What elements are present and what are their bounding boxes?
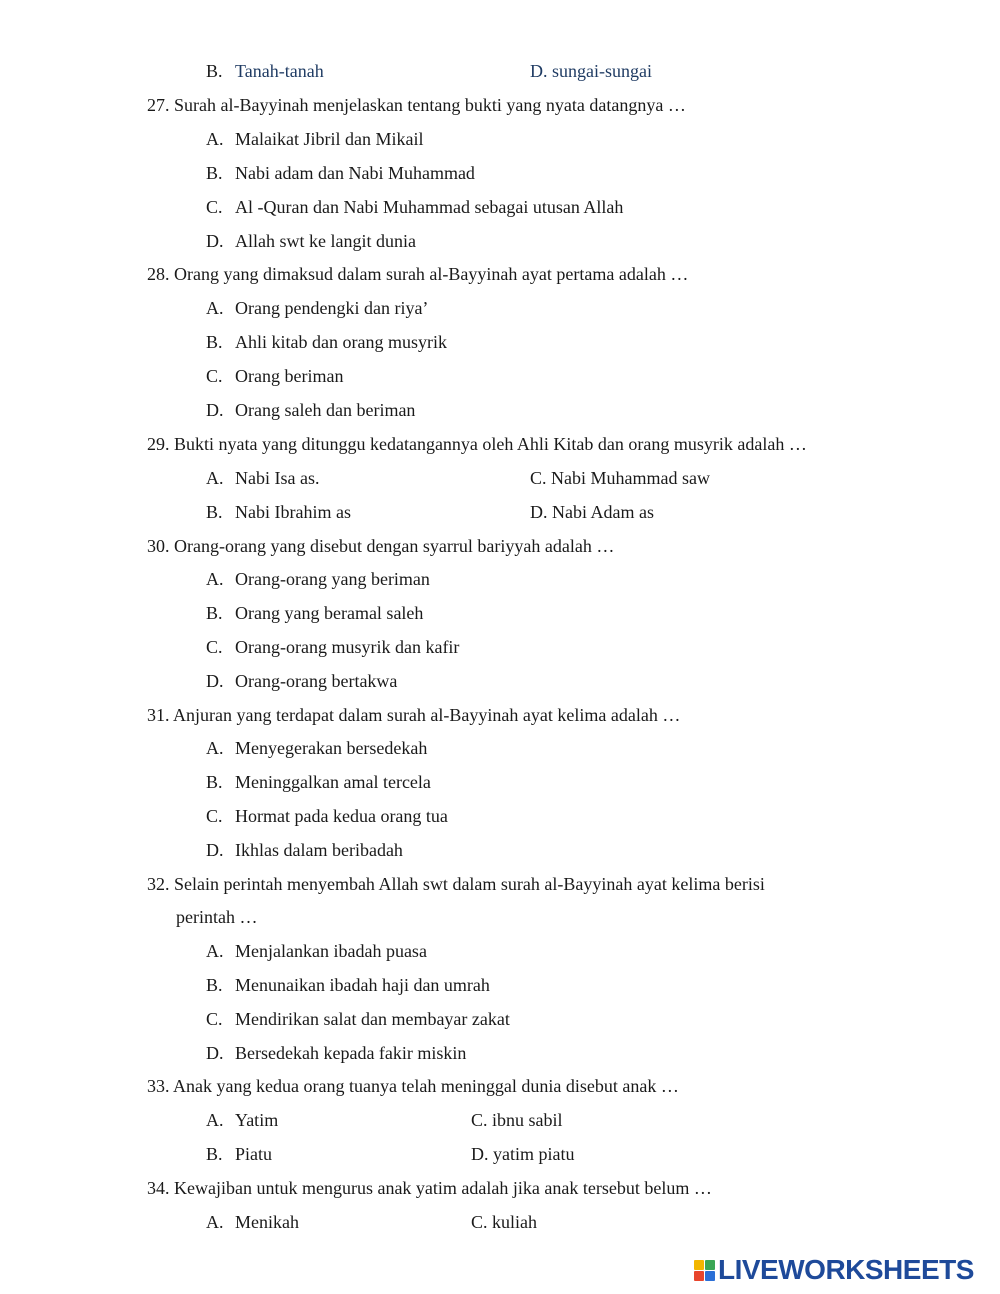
option-d-prev[interactable]: D. sungai-sungai: [530, 61, 652, 81]
q27-option-b[interactable]: B. Nabi adam dan Nabi Muhammad: [206, 163, 475, 183]
q30-option-b[interactable]: B. Orang yang beramal saleh: [206, 603, 424, 623]
q29-option-d[interactable]: D. Nabi Adam as: [530, 502, 654, 522]
q33-option-b[interactable]: B. Piatu: [206, 1144, 273, 1164]
q27-option-d[interactable]: D. Allah swt ke langit dunia: [206, 231, 416, 251]
question-32: 32. Selain perintah menyembah Allah swt dalam surah al-Bayyinah ayat kelima berisi: [147, 874, 765, 894]
q30-option-d[interactable]: D. Orang-orang bertakwa: [206, 671, 398, 691]
logo-grid-icon: [694, 1260, 715, 1281]
logo-square-yellow: [694, 1260, 704, 1270]
logo-square-red: [694, 1271, 704, 1281]
q33-option-c[interactable]: C. ibnu sabil: [471, 1110, 563, 1130]
question-28: 28. Orang yang dimaksud dalam surah al-Bayyinah ayat pertama adalah …: [147, 264, 689, 284]
logo-square-green: [705, 1260, 715, 1270]
q31-option-b[interactable]: B. Meninggalkan amal tercela: [206, 772, 431, 792]
q32-option-d[interactable]: D. Bersedekah kepada fakir miskin: [206, 1043, 467, 1063]
q28-option-c[interactable]: C. Orang beriman: [206, 366, 344, 386]
q27-option-c[interactable]: C. Al -Quran dan Nabi Muhammad sebagai utusan Allah: [206, 197, 624, 217]
logo-square-blue: [705, 1271, 715, 1281]
q29-option-b[interactable]: B. Nabi Ibrahim as: [206, 502, 351, 522]
q31-option-a[interactable]: A. Menyegerakan bersedekah: [206, 738, 428, 758]
q34-option-c[interactable]: C. kuliah: [471, 1212, 537, 1232]
option-b-prev[interactable]: B. Tanah-tanah: [206, 61, 324, 81]
liveworksheets-logo[interactable]: [694, 1256, 974, 1284]
q27-option-a[interactable]: A. Malaikat Jibril dan Mikail: [206, 129, 424, 149]
question-34: 34. Kewajiban untuk mengurus anak yatim adalah jika anak tersebut belum …: [147, 1178, 712, 1198]
q32-option-b[interactable]: B. Menunaikan ibadah haji dan umrah: [206, 975, 490, 995]
q32-option-c[interactable]: C. Mendirikan salat dan membayar zakat: [206, 1009, 510, 1029]
q33-option-d[interactable]: D. yatim piatu: [471, 1144, 575, 1164]
question-31: 31. Anjuran yang terdapat dalam surah al-Bayyinah ayat kelima adalah …: [147, 705, 681, 725]
question-29: 29. Bukti nyata yang ditunggu kedatangannya oleh Ahli Kitab dan orang musyrik adalah …: [147, 434, 807, 454]
q30-option-c[interactable]: C. Orang-orang musyrik dan kafir: [206, 637, 460, 657]
q28-option-b[interactable]: B. Ahli kitab dan orang musyrik: [206, 332, 447, 352]
q34-option-a[interactable]: A. Menikah: [206, 1212, 299, 1232]
question-33: 33. Anak yang kedua orang tuanya telah meninggal dunia disebut anak …: [147, 1076, 679, 1096]
q30-option-a[interactable]: A. Orang-orang yang beriman: [206, 569, 430, 589]
question-32-continued: perintah …: [176, 907, 258, 927]
q31-option-d[interactable]: D. Ikhlas dalam beribadah: [206, 840, 403, 860]
q29-option-c[interactable]: C. Nabi Muhammad saw: [530, 468, 710, 488]
q31-option-c[interactable]: C. Hormat pada kedua orang tua: [206, 806, 448, 826]
logo-text: LIVEWORKSHEETS: [718, 1254, 974, 1285]
q28-option-d[interactable]: D. Orang saleh dan beriman: [206, 400, 416, 420]
q33-option-a[interactable]: A. Yatim: [206, 1110, 279, 1130]
q29-option-a[interactable]: A. Nabi Isa as.: [206, 468, 320, 488]
question-30: 30. Orang-orang yang disebut dengan syarrul bariyyah adalah …: [147, 536, 615, 556]
q32-option-a[interactable]: A. Menjalankan ibadah puasa: [206, 941, 427, 961]
q28-option-a[interactable]: A. Orang pendengki dan riya’: [206, 298, 429, 318]
question-27: 27. Surah al-Bayyinah menjelaskan tentang bukti yang nyata datangnya …: [147, 95, 686, 115]
